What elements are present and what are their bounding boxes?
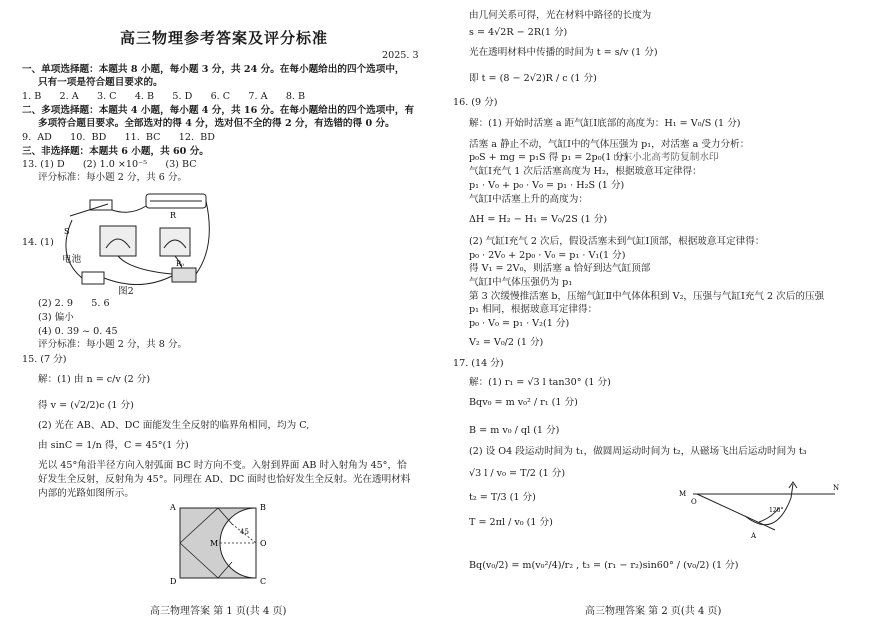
- q13-score: 评分标准：每小题 2 分，共 6 分。: [38, 172, 188, 183]
- date: 2025. 3: [382, 50, 419, 61]
- section-3-heading: 三、非选择题：本题共 6 小题，共 60 分。: [22, 146, 209, 157]
- label-B: B: [260, 503, 266, 512]
- q17-heading: 17. (14 分): [453, 358, 504, 369]
- label-D: D: [170, 577, 177, 586]
- q16-line11: 气缸Ⅰ中气体压强仍为 p₁: [469, 277, 573, 288]
- page-title: 高三物理参考答案及评分标准: [120, 29, 329, 47]
- q15-line4: 由 sinC = 1/n 得，C = 45°(1 分): [38, 440, 189, 451]
- q15-line2: 得 v = (√2/2)c (1 分): [38, 400, 134, 411]
- section-1-heading: 一、单项选择题：本题共 8 小题，每小题 3 分，共 24 分。在每小题给出的四个选项中，: [22, 64, 405, 75]
- watermark: 山东小北高考防复制水印: [613, 152, 719, 163]
- q15-line5: 光以 45°角沿半径方向入射弧面 BC 时方向不变。入射到界面 AB 时入射角为 45°，恰: [38, 460, 407, 471]
- label-angle: 45: [240, 528, 249, 536]
- q15-line1: 解：(1) 由 n = c/v (2 分): [38, 374, 151, 385]
- label-C: C: [260, 577, 267, 586]
- q17-line4: (2) 设 O4 段运动时间为 t₁，做圆周运动时间为 t₂，从磁场飞出后运动时间为 t₃: [469, 446, 807, 457]
- q16-line13: p₁ 相同，根据玻意耳定律得：: [469, 304, 598, 315]
- q14-part2: (2) 2. 9 5. 6: [38, 298, 110, 309]
- q16-line2: 活塞 a 静止不动，气缸Ⅰ中的气体压强为 p₁，对活塞 a 受力分析：: [469, 139, 750, 150]
- footer-page-2: 高三物理答案 第 2 页(共 4 页): [585, 606, 722, 617]
- section-1-heading-cont: 只有一项是符合题目要求的。: [38, 77, 163, 88]
- circuit-diagram: [60, 186, 220, 296]
- q14-part4: (4) 0. 39 ~ 0. 45: [38, 326, 118, 337]
- q17-line3: B = m v₀ / ql (1 分): [469, 425, 560, 436]
- label-O: O: [260, 539, 267, 548]
- q16-line1: 解：(1) 开始时活塞 a 距气缸Ⅰ底部的高度为：H₁ = V₀/S (1 分): [469, 118, 741, 129]
- q13-answer: 13. (1) D (2) 1.0 ×10⁻⁵ (3) BC: [22, 159, 197, 170]
- q16-line8: (2) 气缸Ⅰ充气 2 次后，假设活塞未到气缸Ⅰ顶部，根据玻意耳定律得：: [469, 236, 765, 247]
- r-line2: s = 4√2R − 2R(1 分): [469, 27, 568, 38]
- q16-line6: 气缸Ⅰ中活塞上升的高度为：: [469, 194, 588, 205]
- label-M: M: [210, 539, 219, 548]
- label-N: N: [833, 484, 840, 492]
- label-angle: 120°: [769, 507, 784, 514]
- q16-line12: 第 3 次缓慢推活塞 b，压缩气缸Ⅱ中气体体积到 V₂，压强与气缸Ⅰ充气 2 次后的压强: [469, 291, 825, 302]
- q17-line8: Bq(v₀/2) = m(v₀²/4)/r₂ , t₃ = (r₁ − r₂)sin60° / (v₀/2) (1 分): [469, 560, 739, 571]
- q15-line6: 好发生全反射，反射角为 45°。同理在 AD、DC 面时也恰好发生全反射。光在透明材料: [38, 474, 411, 485]
- section-2-answers: 9. AD 10. BD 11. BC 12. BD: [22, 132, 215, 143]
- q17-line1: 解：(1) r₁ = √3 l tan30° (1 分): [469, 377, 611, 388]
- q16-line5: p₁ · V₀ + p₀ · V₀ = p₁ · H₂S (1 分): [469, 180, 625, 191]
- q14-label: 14. (1): [22, 237, 54, 248]
- q17-line5: √3 l / v₀ = T/2 (1 分): [469, 468, 566, 479]
- q17-line6: t₂ = T/3 (1 分): [469, 492, 536, 503]
- q14-score: 评分标准：每小题 2 分，共 8 分。: [38, 339, 188, 350]
- q16-heading: 16. (9 分): [453, 97, 498, 108]
- rheostat-label: R: [170, 211, 177, 220]
- label-O: O: [691, 498, 697, 506]
- section-1-answers: 1. B 2. A 3. C 4. B 5. D 6. C 7. A 8. B: [22, 91, 306, 102]
- q14-part3: (3) 偏小: [38, 312, 74, 323]
- optics-diagram: [168, 500, 278, 588]
- q16-line15: V₂ = V₀/2 (1 分): [469, 337, 544, 348]
- q16-line9: p₀ · 2V₀ + 2p₀ · V₀ = p₁ · V₁(1 分): [469, 250, 626, 261]
- q16-line10: 得 V₁ = 2V₀，则活塞 a 恰好到达气缸顶部: [469, 263, 651, 274]
- page-2: [435, 0, 870, 633]
- section-2-heading-cont: 多项符合题目要求。全部选对的得 4 分，选对但不全的得 2 分，有选错的得 0 分。: [38, 118, 395, 129]
- q17-line7: T = 2πl / v₀ (1 分): [469, 517, 553, 528]
- q16-line3: p₀S + mg = p₁S 得 p₁ = 2p₀(1 分): [469, 152, 628, 163]
- field-diagram: [675, 478, 850, 542]
- q16-line4: 气缸Ⅰ充气 1 次后活塞高度为 H₂，根据玻意耳定律得：: [469, 166, 702, 177]
- r-line3: 光在透明材料中传播的时间为 t = s/v (1 分): [469, 47, 658, 58]
- r-line1: 由几何关系可得，光在材料中路径的长度为: [469, 10, 652, 21]
- q15-line3: (2) 光在 AB、AD、DC 面能发生全反射的临界角相同，均为 C,: [38, 420, 310, 431]
- fig2-battery-label: 电池: [62, 254, 82, 265]
- q16-line14: p₀ · V₀ = p₁ · V₂(1 分): [469, 318, 570, 329]
- section-2-heading: 二、多项选择题：本题共 4 小题，每小题 4 分，共 16 分。在每小题给出的四个选项中，有: [22, 105, 415, 116]
- q16-line7: ΔH = H₂ − H₁ = V₀/2S (1 分): [469, 214, 608, 225]
- label-A: A: [170, 503, 176, 512]
- label-A: A: [751, 532, 757, 540]
- footer-page-1: 高三物理答案 第 1 页(共 4 页): [150, 606, 287, 617]
- switch-label: S: [64, 227, 70, 236]
- q15-line7: 内部的光路如图所示。: [38, 488, 134, 499]
- q17-line2: Bqv₀ = m v₀² / r₁ (1 分): [469, 397, 578, 408]
- resistor-label: R₀: [176, 260, 185, 268]
- label-M: M: [679, 490, 687, 498]
- r-line4: 即 t = (8 − 2√2)R / c (1 分): [469, 73, 597, 84]
- fig2-caption: 图2: [118, 286, 134, 297]
- q15-heading: 15. (7 分): [22, 354, 67, 365]
